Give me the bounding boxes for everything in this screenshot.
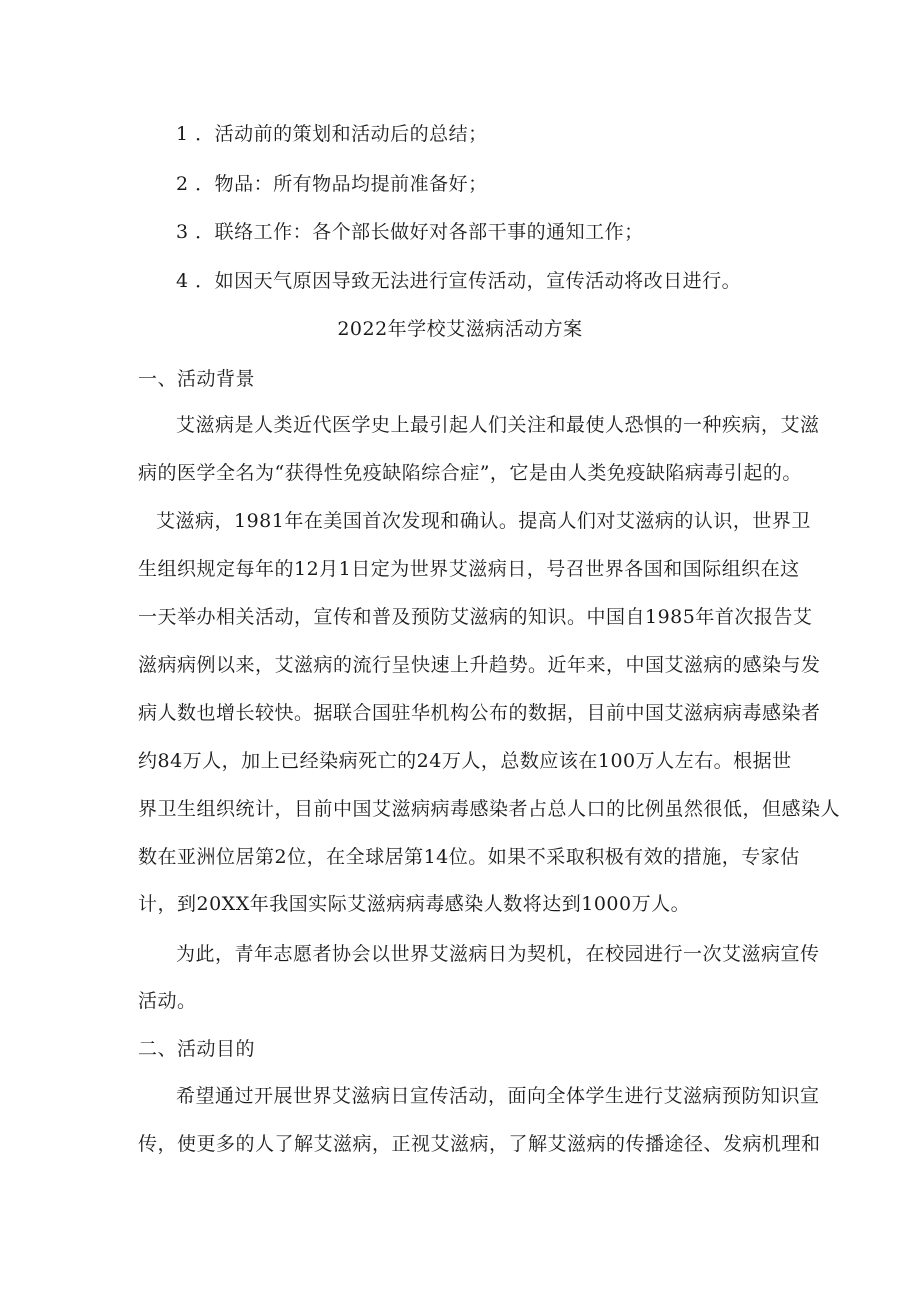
- paragraph-line: 艾滋病，1981年在美国首次发现和确认。提高人们对艾滋病的认识，世界卫: [156, 510, 811, 532]
- paragraph-line: 活动。: [138, 990, 197, 1012]
- paragraph-line: 界卫生组织统计，目前中国艾滋病病毒感染者占总人口的比例虽然很低，但感染人: [138, 798, 841, 820]
- paragraph-line: 病的医学全名为“获得性免疫缺陷综合症”，它是由人类免疫缺陷病毒引起的。: [138, 462, 802, 484]
- paragraph-line: 计，到20XX年我国实际艾滋病病毒感染人数将达到1000万人。: [138, 893, 691, 915]
- paragraph-line: 一天举办相关活动，宣传和普及预防艾滋病的知识。中国自1985年首次报告艾: [138, 606, 813, 628]
- section-heading-background: 一、活动背景: [138, 368, 256, 390]
- paragraph-line: 艾滋病是人类近代医学史上最引起人们关注和最使人恐惧的一种疾病，艾滋: [176, 414, 820, 436]
- paragraph-line: 约84万人，加上已经染病死亡的24万人，总数应该在100万人左右。根据世: [138, 750, 792, 772]
- paragraph-line: 病人数也增长较快。据联合国驻华机构公布的数据，目前中国艾滋病病毒感染者: [138, 702, 821, 724]
- paragraph-line: 滋病病例以来，艾滋病的流行呈快速上升趋势。近年来，中国艾滋病的感染与发: [138, 654, 821, 676]
- paragraph-line: 传，使更多的人了解艾滋病，正视艾滋病，了解艾滋病的传播途径、发病机理和: [138, 1133, 821, 1155]
- paragraph-line: 为此，青年志愿者协会以世界艾滋病日为契机，在校园进行一次艾滋病宣传: [176, 943, 820, 965]
- list-item-2: 2 ．物品：所有物品均提前准备好；: [176, 173, 488, 195]
- document-title: 2022年学校艾滋病活动方案: [337, 318, 583, 340]
- list-item-3: 3 ．联络工作：各个部长做好对各部干事的通知工作；: [176, 221, 644, 243]
- list-item-4: 4 ．如因天气原因导致无法进行宣传活动，宣传活动将改日进行。: [176, 270, 742, 292]
- list-item-1: 1 ．活动前的策划和活动后的总结；: [176, 123, 488, 145]
- paragraph-line: 数在亚洲位居第2位，在全球居第14位。如果不采取积极有效的措施，专家估: [138, 846, 800, 868]
- paragraph-line: 希望通过开展世界艾滋病日宣传活动，面向全体学生进行艾滋病预防知识宣: [176, 1085, 820, 1107]
- section-heading-purpose: 二、活动目的: [138, 1038, 256, 1060]
- paragraph-line: 生组织规定每年的12月1日定为世界艾滋病日，号召世界各国和国际组织在这: [138, 558, 800, 580]
